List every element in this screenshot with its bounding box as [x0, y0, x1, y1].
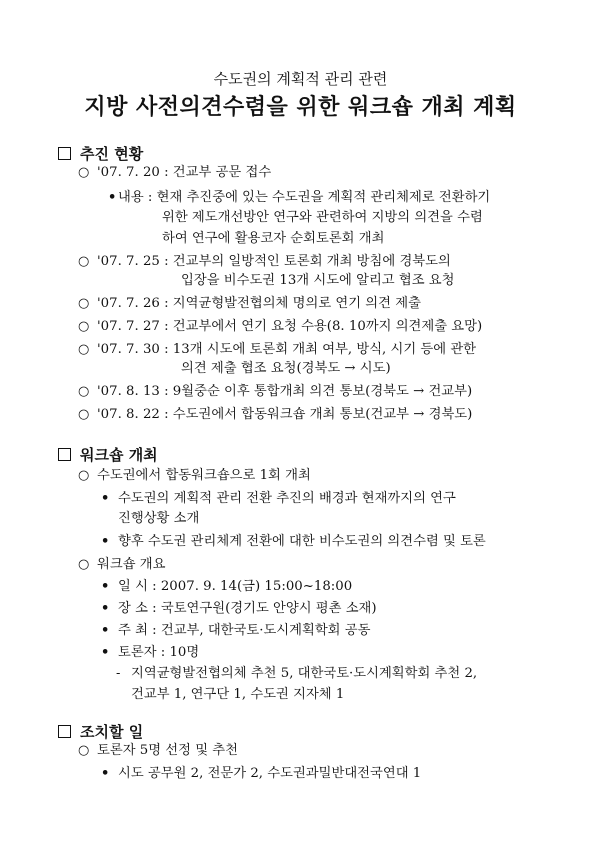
- square-bullet-icon: [58, 147, 71, 160]
- bullet-icon: •: [108, 190, 117, 205]
- circle-bullet-icon: ○: [78, 342, 90, 357]
- section-title: 조치할 일: [80, 723, 144, 741]
- workshop-line: 수도권에서 합동워크숍으로 1회 개최: [97, 468, 311, 483]
- circle-bullet-icon: ○: [78, 296, 90, 311]
- workshop-line: 수도권의 계획적 관리 전환 추진의 배경과 현재까지의 연구: [118, 491, 456, 506]
- status-item-line: '07. 7. 30 : 13개 시도에 토론회 개최 여부, 방식, 시기 등에 관한: [97, 342, 477, 357]
- status-item-line: '07. 7. 20 : 건교부 공문 접수: [97, 165, 272, 180]
- workshop-date: 일 시 : 2007. 9. 14(금) 15:00~18:00: [118, 579, 353, 594]
- status-detail-line: 내용 : 현재 추진중에 있는 수도권을 계획적 관리체제로 전환하기: [118, 190, 491, 205]
- todo-line: 시도 공무원 2, 전문가 2, 수도권과밀반대전국연대 1: [118, 766, 422, 781]
- circle-bullet-icon: ○: [78, 165, 90, 180]
- section-heading-workshop: [58, 444, 158, 465]
- section-title: 워크숍 개최: [80, 446, 158, 464]
- todo-line: 토론자 5명 선정 및 추천: [97, 743, 238, 758]
- workshop-line: 진행상황 소개: [118, 511, 200, 526]
- section-title: 추진 현황: [80, 145, 144, 163]
- workshop-line: 향후 수도권 관리체계 전환에 대한 비수도권의 의견수렴 및 토론: [118, 534, 486, 549]
- status-item-line: '07. 8. 13 : 9월중순 이후 통합개최 의견 통보(경북도 → 건교부): [97, 384, 473, 399]
- workshop-panel-detail: 건교부 1, 연구단 1, 수도권 지자체 1: [131, 687, 345, 702]
- workshop-line: 워크숍 개요: [97, 557, 166, 572]
- section-heading-status: [58, 143, 143, 164]
- bullet-icon: •: [101, 645, 110, 660]
- workshop-host: 주 최 : 건교부, 대한국토·도시계획학회 공동: [118, 623, 371, 638]
- status-item-line: '07. 7. 27 : 건교부에서 연기 요청 수용(8. 10까지 의견제출 요망): [97, 319, 483, 334]
- status-item-line: '07. 7. 25 : 건교부의 일방적인 토론회 개최 방침에 경북도의: [97, 254, 451, 269]
- circle-bullet-icon: ○: [78, 407, 90, 422]
- document-subtitle: 수도권의 계획적 관리 관련: [213, 70, 388, 88]
- bullet-icon: •: [101, 579, 110, 594]
- status-item-line: 입장을 비수도권 13개 시도에 알리고 협조 요청: [181, 273, 455, 288]
- circle-bullet-icon: ○: [78, 468, 90, 483]
- circle-bullet-icon: ○: [78, 254, 90, 269]
- dash-bullet-icon: -: [116, 666, 121, 681]
- circle-bullet-icon: ○: [78, 384, 90, 399]
- workshop-panel: 토론자 : 10명: [118, 645, 200, 660]
- section-heading-todo: [58, 721, 143, 742]
- status-item-line: '07. 8. 22 : 수도권에서 합동워크숍 개최 통보(건교부 → 경북도): [97, 407, 473, 422]
- status-detail-line: 하여 연구에 활용코자 순회토론회 개최: [162, 231, 385, 246]
- bullet-icon: •: [101, 601, 110, 616]
- workshop-panel-detail: 지역균형발전협의체 추천 5, 대한국토·도시계획학회 추천 2,: [131, 666, 478, 681]
- status-detail-line: 위한 제도개선방안 연구와 관련하여 지방의 의견을 수렴: [162, 210, 483, 225]
- square-bullet-icon: [58, 725, 71, 738]
- circle-bullet-icon: ○: [78, 557, 90, 572]
- circle-bullet-icon: ○: [78, 743, 90, 758]
- bullet-icon: •: [101, 623, 110, 638]
- status-item-line: '07. 7. 26 : 지역균형발전협의체 명의로 연기 의견 제출: [97, 296, 421, 311]
- square-bullet-icon: [58, 448, 71, 461]
- bullet-icon: •: [101, 491, 110, 506]
- status-item-line: 의견 제출 협조 요청(경북도 → 시도): [181, 361, 391, 376]
- bullet-icon: •: [101, 766, 110, 781]
- workshop-place: 장 소 : 국토연구원(경기도 안양시 평촌 소재): [118, 601, 377, 616]
- circle-bullet-icon: ○: [78, 319, 90, 334]
- document-title: 지방 사전의견수렴을 위한 워크숍 개최 계획: [84, 94, 517, 120]
- bullet-icon: •: [101, 534, 110, 549]
